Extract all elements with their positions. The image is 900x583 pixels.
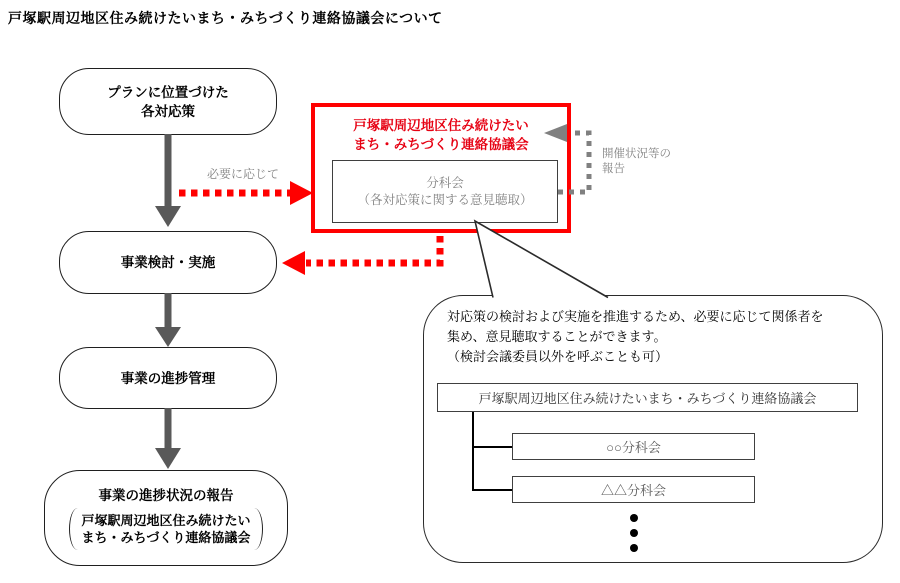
flow-step-label: 事業の進捗状況の報告 bbox=[98, 488, 234, 503]
flow-step-label: プランに位置づけた bbox=[107, 84, 229, 100]
ellipsis-dot bbox=[630, 544, 638, 552]
org-child-box: △△分科会 bbox=[512, 476, 755, 503]
flow-step-sublabel-line: まち・みちづくり連絡協議会 bbox=[81, 530, 251, 545]
flow-step-progress-report bbox=[44, 470, 288, 566]
org-child-box: ○○分科会 bbox=[512, 433, 755, 460]
report-status-label bbox=[602, 147, 671, 177]
ellipsis-dot bbox=[630, 529, 638, 537]
callout-line: 対応策の検討および実施を推進するため、必要に応じて関係者を bbox=[447, 309, 824, 324]
right-paren-shape bbox=[254, 508, 263, 550]
council-title bbox=[315, 116, 567, 154]
flow-step-label: 事業の進捗管理 bbox=[120, 370, 216, 386]
report-status-line: 報告 bbox=[602, 163, 625, 175]
report-status-line: 開催状況等の bbox=[602, 148, 671, 160]
callout-line: （検討会議委員以外を呼ぶことも可） bbox=[447, 349, 669, 364]
flow-step-sublabel-line: 戸塚駅周辺地区住み続けたい bbox=[81, 513, 251, 528]
flow-down-arrow-1 bbox=[155, 134, 181, 227]
flow-step-label: 事業検討・実施 bbox=[120, 255, 216, 270]
callout-body-text bbox=[447, 307, 867, 367]
callout-line: 集め、意見聴取することができます。 bbox=[447, 329, 667, 344]
subcommittee-box bbox=[332, 160, 558, 223]
org-tree-branch-line bbox=[472, 489, 512, 491]
council-box bbox=[311, 103, 571, 233]
as-needed-label: 必要に応じて bbox=[206, 167, 279, 181]
flow-down-arrow-2 bbox=[155, 293, 181, 347]
left-paren-shape bbox=[69, 508, 78, 550]
org-tree-vertical-line bbox=[472, 412, 474, 490]
council-title-line: 戸塚駅周辺地区住み続けたい bbox=[353, 118, 529, 133]
as-needed-dotted-arrow bbox=[179, 181, 313, 205]
org-parent-box: 戸塚駅周辺地区住み続けたいまち・みちづくり連絡協議会 bbox=[437, 383, 858, 412]
subcommittee-note: （各対応策に関する意見聴取） bbox=[357, 192, 533, 207]
ellipsis-dot bbox=[630, 514, 638, 522]
flow-step-label: 各対応策 bbox=[141, 103, 195, 119]
flow-step-plan-measures bbox=[59, 68, 277, 135]
org-tree-branch-line bbox=[472, 446, 512, 448]
subcommittee-label: 分科会 bbox=[426, 175, 464, 190]
council-title-line: まち・みちづくり連絡協議会 bbox=[353, 137, 529, 152]
page-title: 戸塚駅周辺地区住み続けたいまち・みちづくり連絡協議会について bbox=[8, 10, 443, 26]
council-feedback-dotted-arrow bbox=[282, 236, 440, 275]
flow-step-progress-management bbox=[59, 347, 277, 409]
flow-step-project-study bbox=[59, 231, 277, 294]
flow-down-arrow-3 bbox=[155, 408, 181, 469]
flow-step-sublabel bbox=[69, 508, 262, 550]
